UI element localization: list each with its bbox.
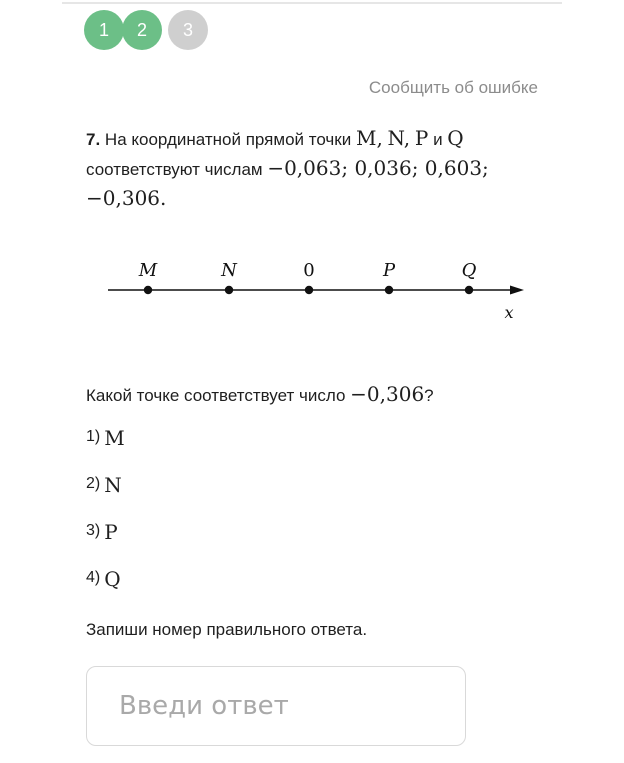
- zero-tick-label: 0: [303, 260, 315, 281]
- step-3-indicator[interactable]: 3: [168, 10, 208, 50]
- answer-input[interactable]: [86, 666, 466, 746]
- axis-x-label: x: [504, 303, 514, 322]
- option-number: 4): [86, 569, 101, 586]
- question-value: −0,306: [350, 382, 425, 406]
- point-p-label: P: [414, 126, 429, 150]
- question-mark: ?: [424, 386, 434, 405]
- point-p-tick-label: P: [382, 260, 396, 281]
- step-1-indicator[interactable]: 1: [84, 10, 124, 50]
- point-q-dot: [465, 286, 473, 294]
- option-value: Q: [104, 567, 121, 591]
- instruction-text: Запиши номер правильного ответа.: [86, 620, 368, 639]
- option-value: M: [104, 426, 125, 450]
- task-text-1: На координатной прямой точки: [104, 130, 352, 149]
- option-1: [86, 428, 125, 475]
- axis-arrow-icon: [510, 286, 524, 295]
- numbers-list-end: −0,306.: [86, 186, 167, 210]
- point-m-dot: [144, 286, 152, 294]
- top-divider: [62, 2, 562, 4]
- option-value: P: [104, 520, 118, 544]
- point-p-dot: [385, 286, 393, 294]
- number-line-figure: [100, 252, 530, 332]
- numbers-list: −0,063; 0,036; 0,603;: [267, 156, 489, 180]
- task-text-2: соответствуют числам: [86, 160, 263, 179]
- point-m-label: M: [355, 126, 377, 150]
- point-n-dot: [225, 286, 233, 294]
- option-number: 1): [86, 428, 101, 445]
- option-3: [86, 522, 125, 569]
- question-text: [86, 382, 434, 406]
- point-n-label: N: [387, 126, 404, 150]
- point-q-tick-label: Q: [461, 260, 477, 281]
- point-n-tick-label: N: [221, 260, 237, 281]
- option-4: [86, 569, 125, 616]
- answer-options: [86, 428, 125, 616]
- option-number: 3): [86, 522, 101, 539]
- option-value: N: [104, 473, 122, 497]
- point-m-tick-label: M: [138, 260, 158, 281]
- option-2: [86, 475, 125, 522]
- question-prompt: Какой точке соответствует число: [86, 386, 346, 405]
- separator: ,: [403, 126, 411, 150]
- task-statement: [86, 124, 546, 214]
- option-number: 2): [86, 475, 101, 492]
- step-2-indicator[interactable]: 2: [122, 10, 162, 50]
- task-number: 7.: [86, 130, 101, 149]
- report-error-link[interactable]: Сообщить об ошибке: [368, 78, 538, 97]
- point-q-label: Q: [447, 126, 464, 150]
- point-zero-dot: [305, 286, 313, 294]
- conjunction: и: [433, 130, 443, 149]
- separator: ,: [376, 126, 383, 150]
